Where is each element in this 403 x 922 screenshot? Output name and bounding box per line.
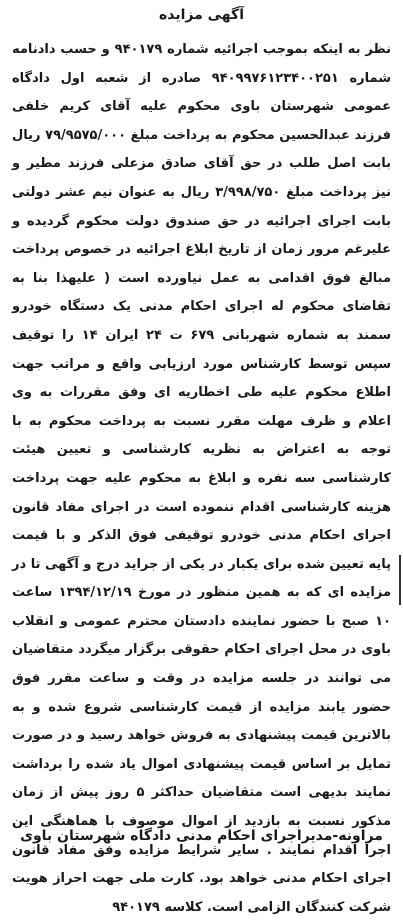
notice-body: نظر به اینکه بموجب اجرائیه شماره ۹۴۰۱۷۹ و حسب دادنامه شماره ۹۴۰۹۹۷۶۱۲۳۴۰۰۲۵۱ صادره از شعبه اول دادگاه عمومی شهرستان باوی محکوم علیه آقای کریم خلفی فرزند عبدالحسین محکوم به پرداخت مبلغ ۷۹/۹۵۷۵/۰۰۰ ریال بابت اصل طلب در حق آقای صادق مزعلی فرزند مطیر و نیز پرداخت مبلغ ۳/۹۹۸/۷۵۰ ریال به عنوان نیم عشر دولتی بابت اجرای اجرائیه در حق صندوق دولت محکوم گردیده و علیرغم مرور زمان از تاریخ ابلاغ اجرائیه در خصوص پرداخت مبالغ فوق اقدامی به عمل نیاورده است ( علیهذا بنا به تقاضای محکوم له اجرای احکام مدنی یک دستگاه خودرو سمند به شماره شهربانی ۶۷۹ ت ۲۴ ایران ۱۴ را توقیف سپس توسط کارشناس مورد ارزیابی واقع و مراتب جهت اطلاع محکوم علیه طی اخطاریه ای وفق مقررات به وی اعلام و ظرف مهلت مقرر نسبت به پرداخت محکوم به با توجه به اعتراض به نظریه کارشناسی و تعیین هیئت کارشناسی سه نفره و ابلاغ به محکوم علیه جهت پرداخت هزینه کارشناسی اقدام ننموده است در اجرای مفاد قانون اجرای احکام مدنی خودرو توقیفی فوق الذکر و با قیمت پایه تعیین شده برای یکبار در یکی از جراید درج و آگهی تا در مزایده ای که به همین منظور در مورخ ۱۳۹۴/۱۲/۱۹ ساعت ۱۰ صبح با حضور نماینده دادستان محترم عمومی و انقلاب باوی در محل اجرای احکام حقوقی برگزار میگردد متقاضیان می توانند در جلسه مزایده در وقت و ساعت مقرر فوق حضور یابند مزایده از قیمت کارشناسی شروع شده و به بالاترین قیمت پیشنهادی به فروش خواهد رسید و در صورت تمایل بر اساس قیمت پیشنهادی اموال یاد شده را برداشت نمایند بدیهی است متقاضیان حداکثر ۵ روز پیش از زمان مذکور نسبت به بازدید از اموال موصوف با هماهنگی این اجرا اقدام نمایند . سایر شرایط مزایده وفق مفاد قانون اجرای احکام مدنی خواهد بود. کارت ملی جهت احراز هویت شرکت کنندگان الزامی است. کلاسه ۹۴۰۱۷۹ [12, 42, 391, 915]
notice-signature: مراونه-مدیراجرای احکام مدنی دادگاه شهرستان باوی [20, 828, 383, 844]
notice-title: آگهی مزایده [158, 7, 244, 23]
scrollbar-marker [399, 555, 401, 605]
